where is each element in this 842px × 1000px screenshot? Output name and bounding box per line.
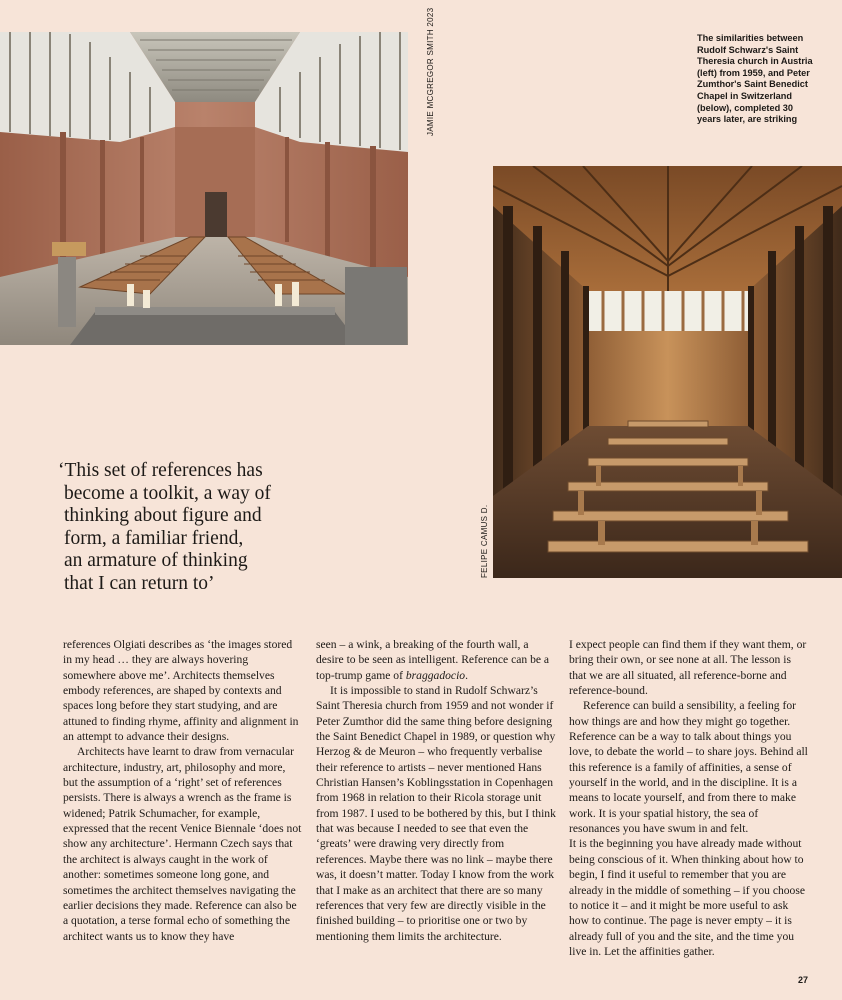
pull-quote-line: become a toolkit, a way of: [64, 482, 271, 504]
page-number: 27: [797, 975, 808, 985]
chapel-photo-credit: FELIPE CAMUS D.: [480, 504, 489, 578]
body-column-2: [316, 637, 556, 944]
church-photo: [0, 32, 408, 345]
pull-quote-line: an armature of thinking: [64, 550, 248, 572]
body-paragraph: It is the beginning you have already made without being conscious of it. When thinking about how to begin, I find it useful to remember that you are already in the middle of something – if you choose to notice it – and it might be more useful to ask how to continue. The page is never empty – it is already full of you and the site, and the time you live in. Let the affinities gather.: [569, 837, 806, 958]
church-photo-credit: JAMIE MCGREGOR SMITH 2023: [426, 7, 435, 136]
body-paragraph: references Olgiati describes as ‘the images stored in my head … they are always hovering somewhere above me’. Architects themselves embody references, are shaped by contexts and spaces long before they start studying, and are attuned to finding rhyme, affinity and alignment in an attempt to advance their designs.: [63, 638, 299, 744]
pull-quote: [58, 460, 308, 596]
chapel-photo: [493, 166, 842, 578]
church-illustration: [0, 32, 408, 345]
body-column-1: [63, 637, 303, 944]
body-paragraph: Architects have learnt to draw from vernacular architecture, industry, art, philosophy and more, but the assumption of a ‘right’ set of references persists. There is always a wrench as the frame is widened; Patrik Schumacher, for example, expressed that the recent Venice Biennale ‘does not show any architecture’. Hermann Czech says that the architect is always caught in the work of another: sometimes someone long gone, and sometimes the architect themselves navigating the earlier decisions they made. Reference can also be a quotation, a terse formal echo of something the architect wants us to know they have: [63, 745, 302, 943]
italic-term: braggadocio: [405, 668, 466, 682]
photo-caption: The similarities between Rudolf Schwarz's Saint Theresia church in Austria (left) from 1959, and Peter Zumthor's Saint Benedict Chapel in Switzerland (below), completed 30 years later, are striking: [697, 33, 813, 125]
body-text: .: [465, 668, 469, 682]
body-column-3: [569, 637, 809, 959]
body-text: seen – a wink, a breaking of the fourth wall, a desire to be seen as intelligent. Reference can be a top-trump game of: [316, 638, 550, 682]
body-paragraph: [316, 637, 556, 683]
pull-quote-line: form, a familiar friend,: [64, 527, 244, 549]
body-paragraph: Reference can build a sensibility, a feeling for how things are and how they might go together. Reference can be a way to talk about things you love, to debate the world – to share joys. Behind all this reference is a family of affinities, a sense of yourself in the world, and in the discipline. It is a means to locate yourself, and from there to make work. It is your spatial history, the sea of resonances you have swum in and felt.: [569, 699, 808, 836]
pull-quote-line: that I can return to’: [64, 572, 215, 594]
body-paragraph: It is impossible to stand in Rudolf Schwarz’s Saint Theresia church from 1959 and not wonder if Peter Zumthor did the same thing before designing the Saint Benedict Chapel in 1989, or question why Herzog & de Meuron – who frequently verbalise their reference to artists – never mentioned Hans Christian Hansen’s Koblingsstation in Copenhagen from 1968 in relation to their Ricola storage unit from 1987. I used to be bothered by this, but I think that was because I needed to see that even the ‘greats’ were drawing very directly from references. Maybe there was no link – maybe there was, it doesn’t matter. Today I know from the work that I make as an architect that there are so many references that very few are directly visible in the finished building – to prioritise one or two by mentioning them limits the architecture.: [316, 684, 556, 943]
pull-quote-line: thinking about figure and: [64, 505, 262, 527]
pull-quote-line: ‘This set of references has: [58, 460, 263, 481]
body-paragraph: I expect people can find them if they want them, or bring their own, or see none at all. The lesson is that we are all situated, all reference-borne and reference-bound.: [569, 638, 807, 698]
chapel-illustration: [493, 166, 842, 578]
